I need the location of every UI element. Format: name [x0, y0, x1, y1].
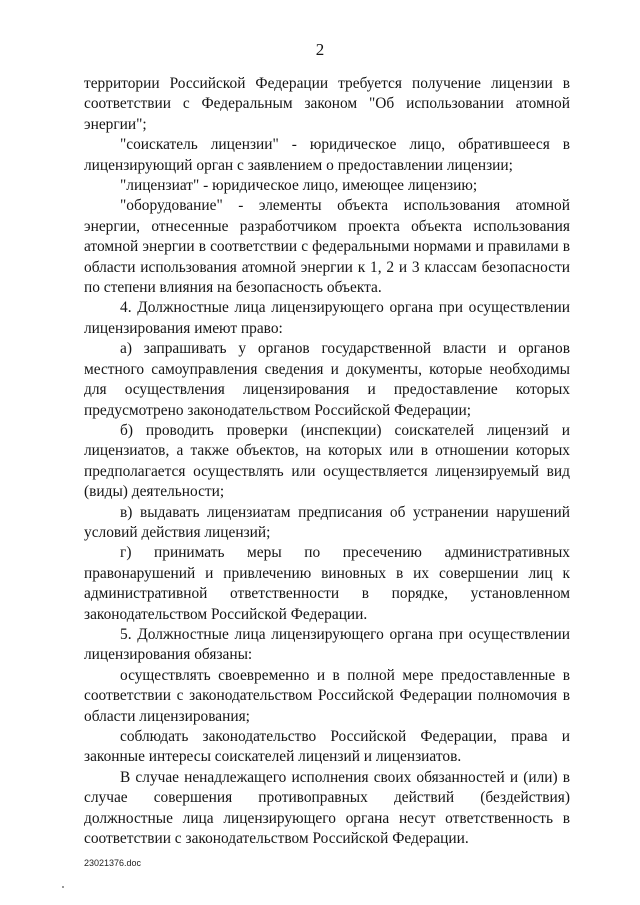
paragraph-liability: В случае ненадлежащего исполнения своих обязанностей и (или) в случае совершения противоправных действий (бездействия) должностные лица лицензирующего органа несут ответственность в соответствии с законодательством Российской Федерации. [84, 768, 570, 848]
document-body [84, 74, 570, 849]
paragraph-definition-licensee: "лицензиат" - юридическое лицо, имеющее лицензию; [120, 177, 478, 195]
paragraph-4b-inspections: б) проводить проверки (инспекции) соискателей лицензий и лицензиатов, а также объектов, на которых или в отношении которых предполагается осуществлять или осуществляется лицензируемый вид (виды) деятельности; [84, 421, 570, 501]
paragraph-5-comply-law: соблюдать законодательство Российской Федерации, права и законные интересы соискателей лицензий и лицензиатов. [84, 728, 570, 766]
paragraph-4g-measures: г) принимать меры по пресечению административных правонарушений и привлечению виновных в их совершении лиц к административной ответственности в порядке, установленном законодательством Российской Федерации. [84, 544, 570, 623]
paragraph-5-exercise-powers: осуществлять своевременно и в полной мере предоставленные в соответствии с законодательством Российской Федерации полномочия в области лицензирования; [84, 666, 570, 725]
footer-filename: 23021376.doc [84, 858, 142, 868]
paragraph-definition-applicant: "соискатель лицензии" - юридическое лицо, обратившееся в лицензирующий орган с заявлением о предоставлении лицензии; [84, 136, 570, 174]
paragraph-4v-orders: в) выдавать лицензиатам предписания об устранении нарушений условий действия лицензий; [84, 503, 570, 541]
paragraph-4-rights-heading: 4. Должностные лица лицензирующего органа при осуществлении лицензирования имеют право: [84, 299, 570, 337]
scan-speck [62, 886, 64, 888]
paragraph-territory-license: территории Российской Федерации требуется получение лицензии в соответствии с Федеральным законом "Об использовании атомной энергии"; [84, 75, 570, 133]
paragraph-definition-equipment: "оборудование" - элементы объекта использования атомной энергии, отнесенные разработчиком проекта объекта использования атомной энергии в соответствии с федеральными нормами и правилами в области использования атомной энергии к 1, 2 и 3 классам безопасности по степени влияния на безопасность объекта. [84, 197, 570, 297]
paragraph-5-duties-heading: 5. Должностные лица лицензирующего органа при осуществлении лицензирования обязаны: [84, 625, 570, 664]
page-number: 2 [315, 40, 325, 59]
paragraph-4a-request: а) запрашивать у органов государственной власти и органов местного самоуправления сведения и документы, которые необходимы для осуществления лицензирования и предоставление которых предусмотрено законодательством Российской Федерации; [84, 340, 570, 419]
